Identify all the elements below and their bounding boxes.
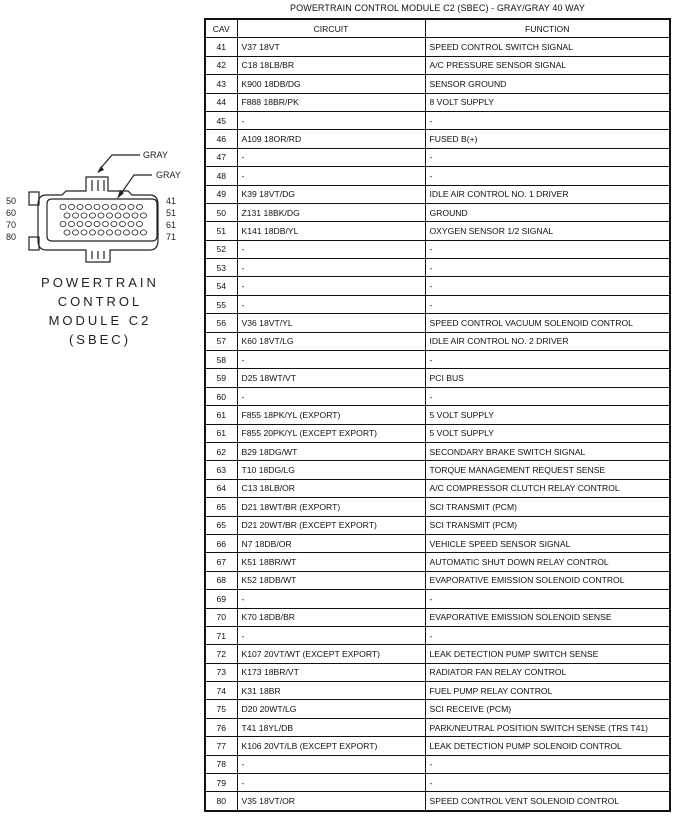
pin-hole: [60, 204, 66, 209]
circuit-cell: N7 18DB/OR: [237, 534, 425, 552]
pin-hole: [120, 221, 126, 226]
table-row: [205, 718, 670, 736]
circuit-cell: -: [237, 240, 425, 258]
arrow-1: [97, 166, 104, 173]
table-row: [205, 608, 670, 626]
circuit-cell: D25 18WT/VT: [237, 369, 425, 387]
table-row: [205, 351, 670, 369]
function-cell: PCI BUS: [425, 369, 670, 387]
pin-hole: [111, 204, 117, 209]
pin-hole: [107, 213, 113, 218]
table-row: [205, 774, 670, 792]
pin-hole: [128, 204, 134, 209]
cav-cell: 69: [205, 590, 237, 608]
cav-cell: 61: [205, 406, 237, 424]
function-cell: -: [425, 277, 670, 295]
function-cell: RADIATOR FAN RELAY CONTROL: [425, 663, 670, 681]
circuit-cell: K106 20VT/LB (EXCEPT EXPORT): [237, 737, 425, 755]
pin-hole: [124, 213, 130, 218]
pin-hole: [69, 221, 75, 226]
circuit-cell: -: [237, 111, 425, 129]
cav-cell: 67: [205, 553, 237, 571]
pin-hole: [69, 204, 75, 209]
table-row: [205, 534, 670, 552]
function-cell: 8 VOLT SUPPLY: [425, 93, 670, 111]
circuit-cell: K141 18DB/YL: [237, 222, 425, 240]
circuit-cell: C18 18LB/BR: [237, 56, 425, 74]
pin-hole: [86, 204, 92, 209]
pin-hole: [132, 230, 138, 235]
pin-hole: [60, 221, 66, 226]
table-row: [205, 93, 670, 111]
pin-hole: [81, 230, 87, 235]
caption-line-3: MODULE C2: [48, 313, 152, 328]
function-cell: -: [425, 295, 670, 313]
table-row: [205, 167, 670, 185]
function-cell: -: [425, 626, 670, 644]
connector-key-top: [92, 180, 104, 191]
table-row: [205, 479, 670, 497]
function-cell: -: [425, 111, 670, 129]
circuit-cell: T10 18DG/LG: [237, 461, 425, 479]
table-row: [205, 406, 670, 424]
function-cell: AUTOMATIC SHUT DOWN RELAY CONTROL: [425, 553, 670, 571]
connector-diagram: [0, 140, 200, 270]
cav-cell: 45: [205, 111, 237, 129]
table-row: [205, 424, 670, 442]
table-title: POWERTRAIN CONTROL MODULE C2 (SBEC) - GRAY/GRAY 40 WAY: [290, 3, 585, 13]
function-cell: FUEL PUMP RELAY CONTROL: [425, 682, 670, 700]
cav-cell: 79: [205, 774, 237, 792]
cav-cell: 42: [205, 56, 237, 74]
pin-hole: [86, 221, 92, 226]
pin-hole: [128, 221, 134, 226]
color-label-2: GRAY: [156, 170, 181, 180]
pin-hole: [77, 221, 83, 226]
table-row: [205, 56, 670, 74]
cav-cell: 78: [205, 755, 237, 773]
circuit-cell: F888 18BR/PK: [237, 93, 425, 111]
cav-cell: 48: [205, 167, 237, 185]
cav-cell: 44: [205, 93, 237, 111]
function-cell: EVAPORATIVE EMISSION SOLENOID CONTROL: [425, 571, 670, 589]
cav-cell: 71: [205, 626, 237, 644]
caption-line-1: POWERTRAIN: [41, 275, 159, 290]
function-cell: -: [425, 259, 670, 277]
table-row: [205, 332, 670, 350]
circuit-cell: -: [237, 755, 425, 773]
cav-cell: 46: [205, 130, 237, 148]
cav-cell: 53: [205, 259, 237, 277]
cav-cell: 47: [205, 148, 237, 166]
cav-cell: 62: [205, 442, 237, 460]
function-cell: SPEED CONTROL SWITCH SIGNAL: [425, 38, 670, 56]
cav-cell: 77: [205, 737, 237, 755]
table-row: [205, 203, 670, 221]
function-cell: OXYGEN SENSOR 1/2 SIGNAL: [425, 222, 670, 240]
table-row: [205, 442, 670, 460]
table-row: [205, 111, 670, 129]
pin-label-right-1: 41: [166, 196, 177, 206]
function-cell: EVAPORATIVE EMISSION SOLENOID SENSE: [425, 608, 670, 626]
circuit-cell: -: [237, 626, 425, 644]
circuit-cell: T41 18YL/DB: [237, 718, 425, 736]
function-cell: SPEED CONTROL VACUUM SOLENOID CONTROL: [425, 314, 670, 332]
table-row: [205, 259, 670, 277]
pin-hole: [64, 213, 70, 218]
table-row: [205, 755, 670, 773]
table-row: [205, 461, 670, 479]
function-cell: LEAK DETECTION PUMP SWITCH SENSE: [425, 645, 670, 663]
circuit-cell: K107 20VT/WT (EXCEPT EXPORT): [237, 645, 425, 663]
pin-label-right-4: 71: [166, 232, 177, 242]
pin-hole: [77, 204, 83, 209]
cav-cell: 65: [205, 516, 237, 534]
pin-hole: [90, 230, 96, 235]
function-cell: FUSED B(+): [425, 130, 670, 148]
pin-label-left-3: 70: [6, 220, 17, 230]
function-cell: SCI TRANSMIT (PCM): [425, 498, 670, 516]
table-row: [205, 645, 670, 663]
pin-label-left-2: 60: [6, 208, 17, 218]
pin-hole: [124, 230, 130, 235]
cav-cell: 41: [205, 38, 237, 56]
cav-cell: 75: [205, 700, 237, 718]
circuit-cell: C13 18LB/OR: [237, 479, 425, 497]
cav-cell: 70: [205, 608, 237, 626]
cav-cell: 61: [205, 424, 237, 442]
circuit-cell: -: [237, 259, 425, 277]
table-row: [205, 571, 670, 589]
pin-hole: [107, 230, 113, 235]
function-cell: -: [425, 774, 670, 792]
pin-label-left-4: 80: [6, 232, 17, 242]
table-row: [205, 387, 670, 405]
table-row: [205, 700, 670, 718]
cav-cell: 52: [205, 240, 237, 258]
circuit-cell: K900 18DB/DG: [237, 75, 425, 93]
pin-hole: [137, 221, 143, 226]
circuit-cell: V35 18VT/OR: [237, 792, 425, 811]
table-row: [205, 792, 670, 811]
connector-key-bottom: [92, 251, 104, 259]
pin-holes: [60, 204, 147, 235]
table-row: [205, 130, 670, 148]
caption-line-2: CONTROL: [57, 294, 143, 309]
pin-hole: [98, 213, 104, 218]
cav-cell: 64: [205, 479, 237, 497]
cav-cell: 54: [205, 277, 237, 295]
cav-cell: 60: [205, 387, 237, 405]
circuit-cell: -: [237, 277, 425, 295]
circuit-cell: K51 18BR/WT: [237, 553, 425, 571]
pin-hole: [115, 230, 121, 235]
function-cell: SECONDARY BRAKE SWITCH SIGNAL: [425, 442, 670, 460]
function-cell: -: [425, 167, 670, 185]
pin-hole: [132, 213, 138, 218]
pin-hole: [90, 213, 96, 218]
table-row: [205, 185, 670, 203]
table-row: [205, 590, 670, 608]
table-row: [205, 38, 670, 56]
table-row: [205, 737, 670, 755]
circuit-cell: K70 18DB/BR: [237, 608, 425, 626]
function-cell: SENSOR GROUND: [425, 75, 670, 93]
circuit-cell: -: [237, 167, 425, 185]
circuit-cell: D20 20WT/LG: [237, 700, 425, 718]
function-cell: GROUND: [425, 203, 670, 221]
cav-cell: 55: [205, 295, 237, 313]
pin-hole: [94, 221, 100, 226]
pin-label-right-2: 51: [166, 208, 177, 218]
cav-cell: 57: [205, 332, 237, 350]
connector-pinout-table: [204, 18, 671, 812]
cav-cell: 50: [205, 203, 237, 221]
function-cell: -: [425, 148, 670, 166]
table-row: [205, 314, 670, 332]
circuit-cell: -: [237, 387, 425, 405]
header-circuit: CIRCUIT: [237, 19, 425, 38]
circuit-cell: B29 18DG/WT: [237, 442, 425, 460]
pin-hole: [141, 230, 147, 235]
circuit-cell: Z131 18BK/DG: [237, 203, 425, 221]
circuit-cell: D21 20WT/BR (EXCEPT EXPORT): [237, 516, 425, 534]
pin-hole: [98, 230, 104, 235]
function-cell: SPEED CONTROL VENT SOLENOID CONTROL: [425, 792, 670, 811]
pin-hole: [115, 213, 121, 218]
function-cell: -: [425, 240, 670, 258]
circuit-cell: F855 18PK/YL (EXPORT): [237, 406, 425, 424]
pin-hole: [73, 230, 79, 235]
pin-hole: [103, 221, 109, 226]
caption-line-4: (SBEC): [68, 332, 132, 347]
circuit-cell: D21 18WT/BR (EXPORT): [237, 498, 425, 516]
function-cell: A/C PRESSURE SENSOR SIGNAL: [425, 56, 670, 74]
table-row: [205, 295, 670, 313]
pin-hole: [111, 221, 117, 226]
header-function: FUNCTION: [425, 19, 670, 38]
pin-label-right-3: 61: [166, 220, 177, 230]
leader-line-1: [100, 155, 140, 169]
cav-cell: 65: [205, 498, 237, 516]
circuit-cell: K60 18VT/LG: [237, 332, 425, 350]
cav-cell: 59: [205, 369, 237, 387]
cav-cell: 51: [205, 222, 237, 240]
function-cell: SCI TRANSMIT (PCM): [425, 516, 670, 534]
function-cell: LEAK DETECTION PUMP SOLENOID CONTROL: [425, 737, 670, 755]
pin-hole: [73, 213, 79, 218]
function-cell: IDLE AIR CONTROL NO. 2 DRIVER: [425, 332, 670, 350]
pin-hole: [103, 204, 109, 209]
circuit-cell: -: [237, 148, 425, 166]
function-cell: PARK/NEUTRAL POSITION SWITCH SENSE (TRS T41): [425, 718, 670, 736]
table-row: [205, 498, 670, 516]
header-cav: CAV: [205, 19, 237, 38]
color-label-1: GRAY: [143, 150, 168, 160]
table-row: [205, 369, 670, 387]
pin-hole: [94, 204, 100, 209]
table-row: [205, 516, 670, 534]
cav-cell: 73: [205, 663, 237, 681]
table-row: [205, 663, 670, 681]
table-row: [205, 277, 670, 295]
function-cell: SCI RECEIVE (PCM): [425, 700, 670, 718]
circuit-cell: K31 18BR: [237, 682, 425, 700]
circuit-cell: -: [237, 590, 425, 608]
cav-cell: 80: [205, 792, 237, 811]
pin-hole: [81, 213, 87, 218]
pin-hole: [120, 204, 126, 209]
circuit-cell: K173 18BR/VT: [237, 663, 425, 681]
function-cell: A/C COMPRESSOR CLUTCH RELAY CONTROL: [425, 479, 670, 497]
cav-cell: 49: [205, 185, 237, 203]
circuit-cell: V37 18VT: [237, 38, 425, 56]
function-cell: -: [425, 351, 670, 369]
cav-cell: 63: [205, 461, 237, 479]
function-cell: IDLE AIR CONTROL NO. 1 DRIVER: [425, 185, 670, 203]
cav-cell: 68: [205, 571, 237, 589]
circuit-cell: V36 18VT/YL: [237, 314, 425, 332]
circuit-cell: K39 18VT/DG: [237, 185, 425, 203]
cav-cell: 43: [205, 75, 237, 93]
table-row: [205, 240, 670, 258]
table-row: [205, 682, 670, 700]
cav-cell: 72: [205, 645, 237, 663]
circuit-cell: -: [237, 295, 425, 313]
pin-hole: [141, 213, 147, 218]
cav-cell: 58: [205, 351, 237, 369]
function-cell: 5 VOLT SUPPLY: [425, 406, 670, 424]
cav-cell: 74: [205, 682, 237, 700]
table-header-row: [205, 19, 670, 38]
function-cell: TORQUE MANAGEMENT REQUEST SENSE: [425, 461, 670, 479]
leader-line-2: [120, 175, 152, 195]
circuit-cell: F855 20PK/YL (EXCEPT EXPORT): [237, 424, 425, 442]
function-cell: VEHICLE SPEED SENSOR SIGNAL: [425, 534, 670, 552]
cav-cell: 76: [205, 718, 237, 736]
circuit-cell: -: [237, 774, 425, 792]
cav-cell: 66: [205, 534, 237, 552]
pin-label-left-1: 50: [6, 196, 17, 206]
circuit-cell: K52 18DB/WT: [237, 571, 425, 589]
circuit-cell: A109 18OR/RD: [237, 130, 425, 148]
function-cell: -: [425, 387, 670, 405]
pin-hole: [64, 230, 70, 235]
function-cell: -: [425, 590, 670, 608]
table-row: [205, 148, 670, 166]
circuit-cell: -: [237, 351, 425, 369]
function-cell: -: [425, 755, 670, 773]
pin-hole: [137, 204, 143, 209]
table-row: [205, 626, 670, 644]
cav-cell: 56: [205, 314, 237, 332]
table-row: [205, 553, 670, 571]
table-row: [205, 75, 670, 93]
function-cell: 5 VOLT SUPPLY: [425, 424, 670, 442]
table-row: [205, 222, 670, 240]
